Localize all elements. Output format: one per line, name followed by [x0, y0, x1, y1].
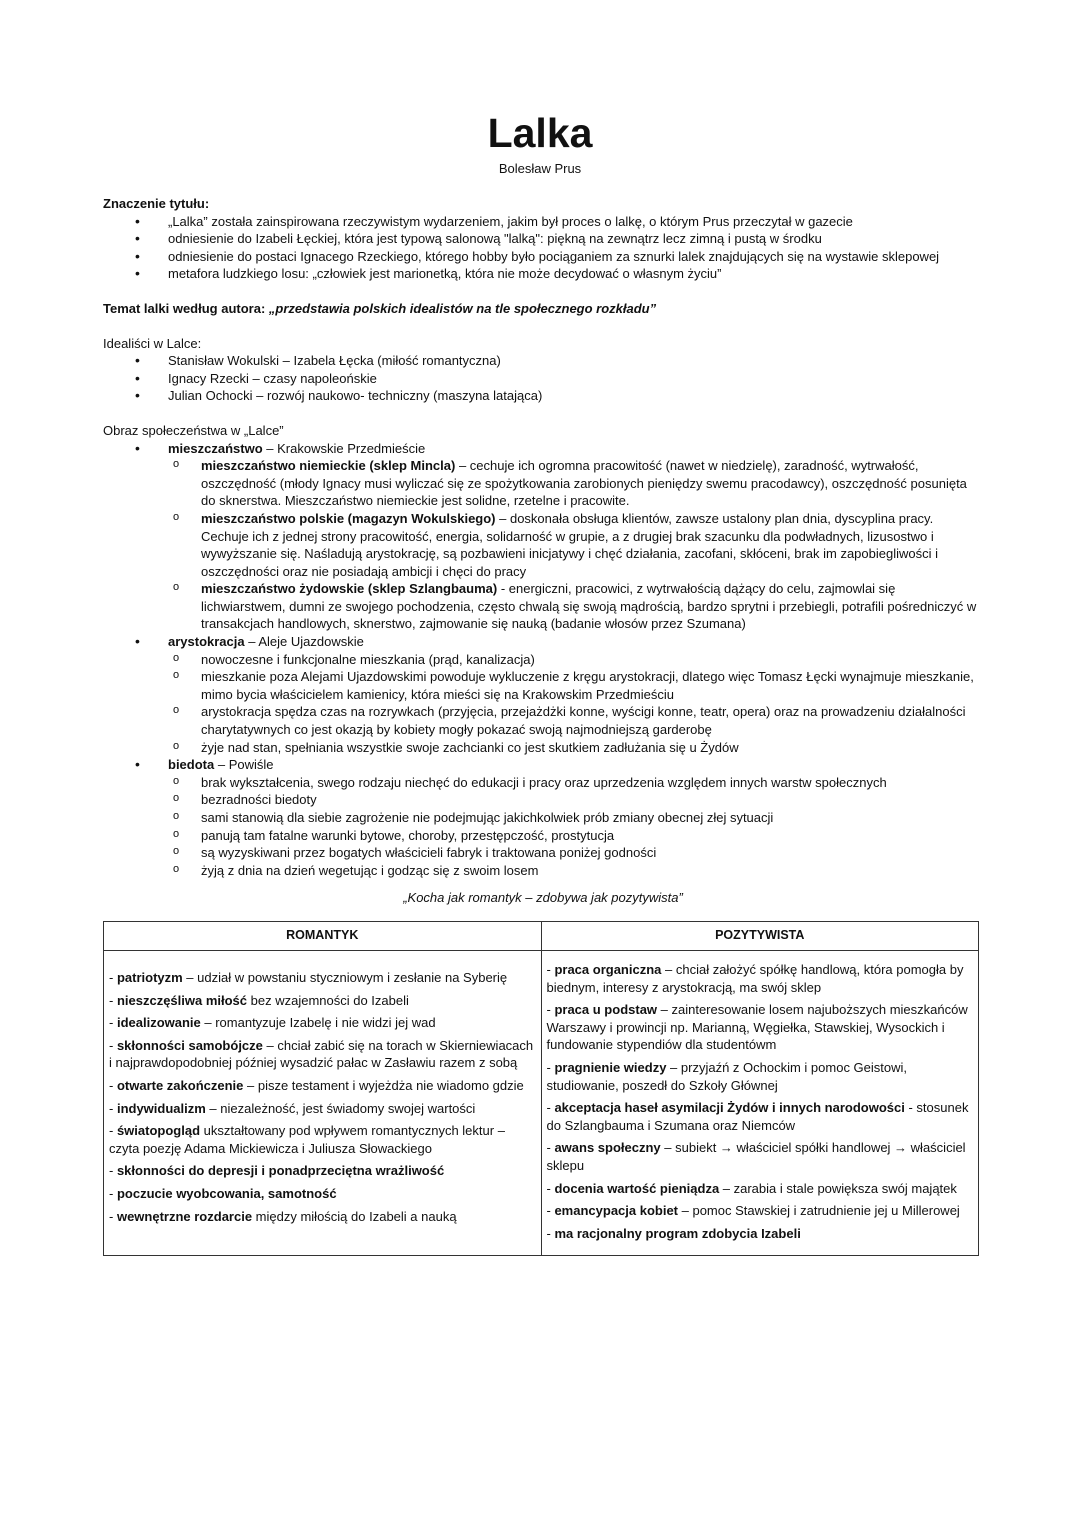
obraz-list	[103, 440, 983, 880]
row-text: – udział w powstaniu styczniowym i zesłanie na Syberię	[182, 969, 508, 985]
sub-item: o są wyzyskiwani przez bogatych właścicieli fabryk i traktowana poniżej godności	[201, 844, 983, 862]
row-bold: awans społeczny	[554, 1140, 661, 1156]
sub-item: o nowoczesne i funkcjonalne mieszkania (prąd, kanalizacja)	[201, 651, 983, 669]
row-bold: praca u podstaw	[554, 1002, 658, 1018]
row-bold: otwarte zakończenie	[116, 1077, 244, 1093]
obraz-heading: Obraz społeczeństwa w „Lalce”	[103, 422, 284, 438]
sublist	[168, 774, 983, 880]
table-row: - praca u podstaw – zainteresowanie losem najuboższych mieszkańców Warszawy i prowincji np. Marianną, Węgiełka, Stawskiej, Wysockich i fundowanie stypendiów dla studentówm	[546, 1002, 968, 1053]
row-bold: poczucie wyobcowania, samotność	[116, 1185, 337, 1201]
sub-item	[201, 510, 983, 580]
temat-quote: „przedstawia polskich idealistów na tle społecznego rozkładu”	[268, 300, 657, 316]
table-row: - ma racjonalny program zdobycia Izabeli	[546, 1225, 801, 1241]
row-bold: praca organiczna	[554, 961, 662, 977]
row-text: – subiekt → właściciel spółki handlowej → właściciel sklepu	[546, 1140, 966, 1173]
list-item: • Julian Ochocki – rozwój naukowo- techniczny (maszyna latająca)	[168, 387, 983, 405]
author: Bolesław Prus	[498, 161, 582, 176]
idealisci-list	[103, 352, 983, 405]
table-row: - awans społeczny – subiekt → właściciel spółki handlowej → właściciel sklepu	[546, 1140, 966, 1173]
table-row: - praca organiczna – chciał założyć spółkę handlową, która pomogła by biednym, interesy z arystokracją, ma swój sklep	[546, 961, 964, 995]
sub-item: o mieszkanie poza Alejami Ujazdowskimi powoduje wykluczenie z kręgu arystokracji, dlatego więc Tomasz Łęcki wynajmuje mieszkanie, mimo bycia właścicielem kamienicy, która mieści się na Krakowskim Przedmieściu	[201, 668, 983, 703]
row-bold: docenia wartość pieniądza	[554, 1180, 720, 1196]
group-name: mieszczaństwo	[168, 440, 263, 456]
table-row: - docenia wartość pieniądza – zarabia i stale powiększa swój majątek	[546, 1180, 957, 1196]
row-bold: patriotyzm	[116, 969, 183, 985]
row-text: - stosunek do Szlangbauma i Szumana oraz Niemców	[546, 1100, 969, 1133]
content	[103, 195, 983, 1256]
sub-item: o arystokracja spędza czas na rozrywkach (przyjęcia, przejażdżki konne, wyścigi konne, teatr, opera) oraz na prowadzeniu działalności charytatywnych co jest okazją by kobiety mogły pokazać swoją najmodniejszą garderobę	[201, 703, 983, 738]
row-text: – chciał zabić się na torach w Skierniewiacach i najprawdopodobniej później wysadzić pałac w Zasławiu razem z sobą	[109, 1037, 534, 1071]
sub-item-bold: mieszczaństwo żydowskie (sklep Szlangbauma)	[201, 581, 498, 597]
table-row: - emancypacja kobiet – pomoc Stawskiej i zatrudnienie jej u Millerowej	[546, 1203, 960, 1219]
row-text: między miłością do Izabeli a nauką	[252, 1208, 457, 1224]
row-text: – romantyzuje Izabelę i nie widzi jej wad	[200, 1015, 436, 1031]
row-bold: skłonności samobójcze	[116, 1037, 263, 1053]
row-text: – pomoc Stawskiej i zatrudnienie jej u Millerowej	[678, 1203, 960, 1219]
romantyk-cell	[104, 950, 542, 1255]
table-row: - otwarte zakończenie – pisze testament i wyjeżdża nie wiadomo gdzie	[109, 1077, 524, 1093]
sub-item: o sami stanowią dla siebie zagrożenie nie podejmując jakichkolwiek prób zmiany obecnej złej sytuacji	[201, 809, 983, 827]
list-item: • Ignacy Rzecki – czasy napoleońskie	[168, 370, 983, 388]
row-text: bez wzajemności do Izabeli	[247, 992, 409, 1008]
row-bold: światopogląd	[116, 1123, 201, 1139]
sub-item-bold: mieszczaństwo polskie (magazyn Wokulskiego)	[201, 510, 496, 526]
table-row: - idealizowanie – romantyzuje Izabelę i nie widzi jej wad	[109, 1015, 436, 1031]
sub-item-bold: mieszczaństwo niemieckie (sklep Mincla)	[201, 458, 456, 474]
sublist	[168, 457, 983, 633]
sub-item: o bezradności biedoty	[201, 791, 983, 809]
row-text: – przyjaźń z Ochockim i pomoc Geistowi, studiowanie, poszedł do Szkoły Głównej	[546, 1059, 908, 1093]
table-row: - indywidualizm – niezależność, jest świadomy swojej wartości	[109, 1100, 476, 1116]
row-bold: idealizowanie	[116, 1015, 201, 1031]
list-item: • metafora ludzkiego losu: „człowiek jest marionetką, która nie może decydować o własnym życiu”	[168, 265, 983, 283]
sub-item: o żyje nad stan, spełniania wszystkie swoje zachcianki co jest skutkiem zadłużania się u Żydów	[201, 739, 983, 757]
sub-item: o brak wykształcenia, swego rodzaju niechęć do edukacji i pracy oraz uprzedzenia względem innych warstw społecznych	[201, 774, 983, 792]
table-row: - wewnętrzne rozdarcie między miłością do Izabeli a nauką	[109, 1208, 457, 1224]
idealisci-heading: Idealiści w Lalce:	[103, 335, 202, 351]
row-bold: skłonności do depresji i ponadprzeciętna wrażliwość	[116, 1163, 445, 1179]
motto-quote: „Kocha jak romantyk – zdobywa jak pozytywista”	[403, 890, 683, 906]
row-bold: indywidualizm	[116, 1100, 206, 1116]
pozytywista-cell	[541, 950, 979, 1255]
group-place: – Powiśle	[214, 757, 274, 773]
table-row: - skłonności samobójcze – chciał zabić się na torach w Skierniewiacach i najprawdopodobniej później wysadzić pałac w Zasławiu razem z sobą	[109, 1037, 534, 1071]
row-text: – zarabia i stale powiększa swój majątek	[719, 1180, 957, 1196]
group-name: biedota	[168, 757, 215, 773]
group-biedota	[168, 756, 983, 879]
sub-item: o żyją z dnia na dzień wegetując i godząc się z swoim losem	[201, 862, 983, 880]
page-title: Lalka	[487, 110, 593, 156]
row-text: – niezależność, jest świadomy swojej wartości	[205, 1100, 476, 1116]
comparison-table	[103, 921, 979, 1256]
sub-item-text: – doskonała obsługa klientów, zawsze ustalony plan dnia, dyscyplina pracy. Cechuje ich z jednej strony pracowitość, energia, solidarność w grupie, a z drugiej brak szacunku dla podwładnych, lizusostwo i wywyższanie się. Naśladują arystokrację, są pozbawieni inicjatywy i chęć działania, zacofani, skłóceni, brak im zapobiegliwości i oszczędności oraz nie posiadają ambicji i chęci do pracy	[201, 510, 938, 579]
table-row: - pragnienie wiedzy – przyjaźń z Ochockim i pomoc Geistowi, studiowanie, poszedł do Szkoły Głównej	[546, 1059, 908, 1093]
group-arystokracja	[168, 633, 983, 756]
temat-label: Temat lalki według autora:	[103, 300, 266, 316]
group-mieszczanstwo	[168, 440, 983, 634]
table-row: - patriotyzm – udział w powstaniu styczniowym i zesłanie na Syberię	[109, 969, 508, 985]
znaczenie-heading: Znaczenie tytułu:	[103, 196, 210, 211]
row-text: – pisze testament i wyjeżdża nie wiadomo gdzie	[243, 1077, 524, 1093]
list-item: • „Lalka” została zainspirowana rzeczywistym wydarzeniem, jakim był proces o lalkę, o którym Prus przeczytał w gazecie	[168, 213, 983, 231]
sub-item-text: - energiczni, pracowici, z wytrwałością dążący do celu, zajmowlai się lichwiarstwem, dumni ze swojego pochodzenia, często chwalą się swoją mądrością, bardzo sprytni i przebiegli, potrafili pośredniczyć w transakcjach handlowych, sknerstwo, zajmowanie się nauką (badanie włosów przez Szumana)	[201, 581, 977, 632]
list-item: • odniesienie do postaci Ignacego Rzeckiego, którego hobby było pociąganiem za sznurki lalek znajdujących się na wystawie sklepowej	[168, 248, 983, 266]
row-bold: ma racjonalny program zdobycia Izabeli	[554, 1225, 801, 1241]
row-bold: nieszczęśliwa miłość	[116, 992, 248, 1008]
table-row: - akceptacja haseł asymilacji Żydów i innych narodowości - stosunek do Szlangbauma i Szumana oraz Niemców	[546, 1100, 969, 1133]
list-item: • odniesienie do Izabeli Łęckiej, która jest typową salonową "lalką": piękną na zewnątrz lecz zimną i pustą w środku	[168, 230, 983, 248]
row-bold: emancypacja kobiet	[554, 1203, 679, 1219]
sub-item	[201, 580, 983, 633]
table-row: - światopogląd ukształtowany pod wpływem romantycznych lektur – czyta poezję Adama Mickiewicza i Juliusza Słowackiego	[109, 1123, 505, 1156]
table-row: - poczucie wyobcowania, samotność	[109, 1185, 337, 1201]
list-item: • Stanisław Wokulski – Izabela Łęcka (miłość romantyczna)	[168, 352, 983, 370]
znaczenie-list	[103, 213, 983, 283]
row-bold: akceptacja haseł asymilacji Żydów i innych narodowości	[554, 1100, 905, 1116]
group-name: arystokracja	[168, 634, 245, 650]
row-text: – chciał założyć spółkę handlową, która pomogła by biednym, interesy z arystokracją, ma swój sklep	[546, 961, 964, 995]
sublist	[168, 651, 983, 757]
row-bold: pragnienie wiedzy	[554, 1059, 667, 1075]
sub-item-text: – cechuje ich ogromna pracowitość (nawet w niedzielę), zaradność, wytrwałość, oszczędność (młody Ignacy musi wyliczać się ze spożytkowania zarobionych pieniędzy swemu pracodawcy), oszczędność posunięta do sknerstwa. Mieszczaństwo niemieckie jest solidne, rzetelne i pracowite.	[201, 458, 967, 509]
column-header-pozytywista: POZYTYWISTA	[541, 921, 979, 950]
sub-item: o panują tam fatalne warunki bytowe, choroby, przestępczość, prostytucja	[201, 827, 983, 845]
row-text: ukształtowany pod wpływem romantycznych lektur – czyta poezję Adama Mickiewicza i Juliusza Słowackiego	[109, 1123, 505, 1156]
row-bold: wewnętrzne rozdarcie	[116, 1208, 253, 1224]
group-place: – Aleje Ujazdowskie	[244, 634, 364, 650]
sub-item	[201, 457, 983, 510]
temat-line	[103, 300, 983, 318]
group-place: – Krakowskie Przedmieście	[262, 440, 426, 456]
row-text: – zainteresowanie losem najuboższych mieszkańców Warszawy i prowincji np. Marianną, Węgiełka, Stawskiej, Wysockich i fundowanie stypendiów dla studentówm	[546, 1002, 968, 1053]
column-header-romantyk: ROMANTYK	[104, 921, 542, 950]
table-row: - skłonności do depresji i ponadprzeciętna wrażliwość	[109, 1163, 445, 1179]
table-row: - nieszczęśliwa miłość bez wzajemności do Izabeli	[109, 992, 409, 1008]
